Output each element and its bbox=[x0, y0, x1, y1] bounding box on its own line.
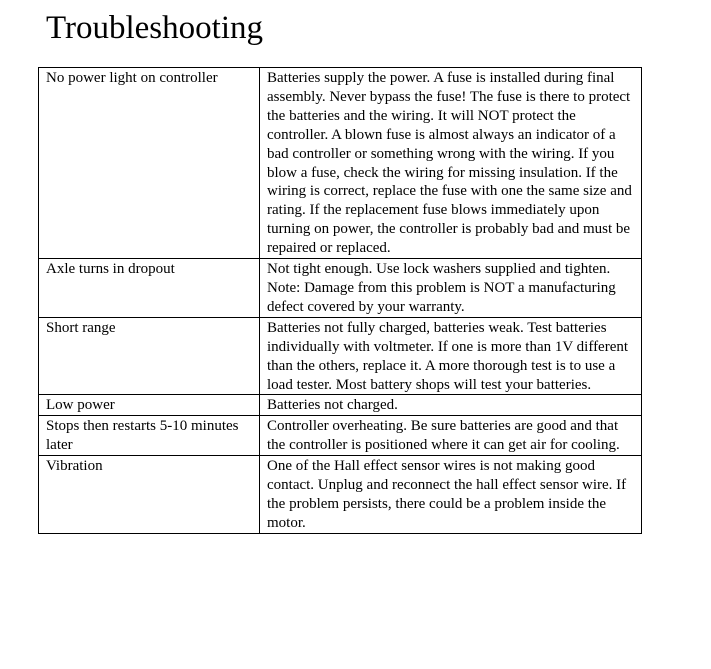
table-row bbox=[39, 259, 642, 318]
table-row bbox=[39, 395, 642, 416]
table-row bbox=[39, 317, 642, 395]
problem-cell: Short range bbox=[39, 317, 260, 395]
problem-cell: Vibration bbox=[39, 456, 260, 534]
solution-cell: Batteries not charged. bbox=[260, 395, 642, 416]
solution-cell: One of the Hall effect sensor wires is not making good contact. Unplug and reconnect the hall effect sensor wire. If the problem persists, there could be a problem inside the motor. bbox=[260, 456, 642, 534]
solution-cell: Not tight enough. Use lock washers supplied and tighten. Note: Damage from this problem is NOT a manufacturing defect covered by your warranty. bbox=[260, 259, 642, 318]
problem-cell: No power light on controller bbox=[39, 68, 260, 259]
table-row bbox=[39, 416, 642, 456]
problem-cell: Axle turns in dropout bbox=[39, 259, 260, 318]
problem-cell: Stops then restarts 5-10 minutes later bbox=[39, 416, 260, 456]
solution-cell: Batteries supply the power. A fuse is installed during final assembly. Never bypass the fuse! The fuse is there to protect the batteries and the wiring. It will NOT protect the controller. A blown fuse is almost always an indicator of a bad controller or something wrong with the wiring. If you blow a fuse, check the wiring for missing insulation. If the wiring is correct, replace the fuse with one the same size and rating. If the replacement fuse blows immediately upon turning on power, the controller is probably bad and must be repaired or replaced. bbox=[260, 68, 642, 259]
problem-cell: Low power bbox=[39, 395, 260, 416]
troubleshooting-table bbox=[38, 67, 642, 534]
solution-cell: Controller overheating. Be sure batteries are good and that the controller is positioned where it can get air for cooling. bbox=[260, 416, 642, 456]
table-row bbox=[39, 456, 642, 534]
table-row bbox=[39, 68, 642, 259]
solution-cell: Batteries not fully charged, batteries weak. Test batteries individually with voltmeter. If one is more than 1V different than the others, replace it. A more thorough test is to use a load tester. Most battery shops will test your batteries. bbox=[260, 317, 642, 395]
page-title: Troubleshooting bbox=[46, 10, 263, 46]
